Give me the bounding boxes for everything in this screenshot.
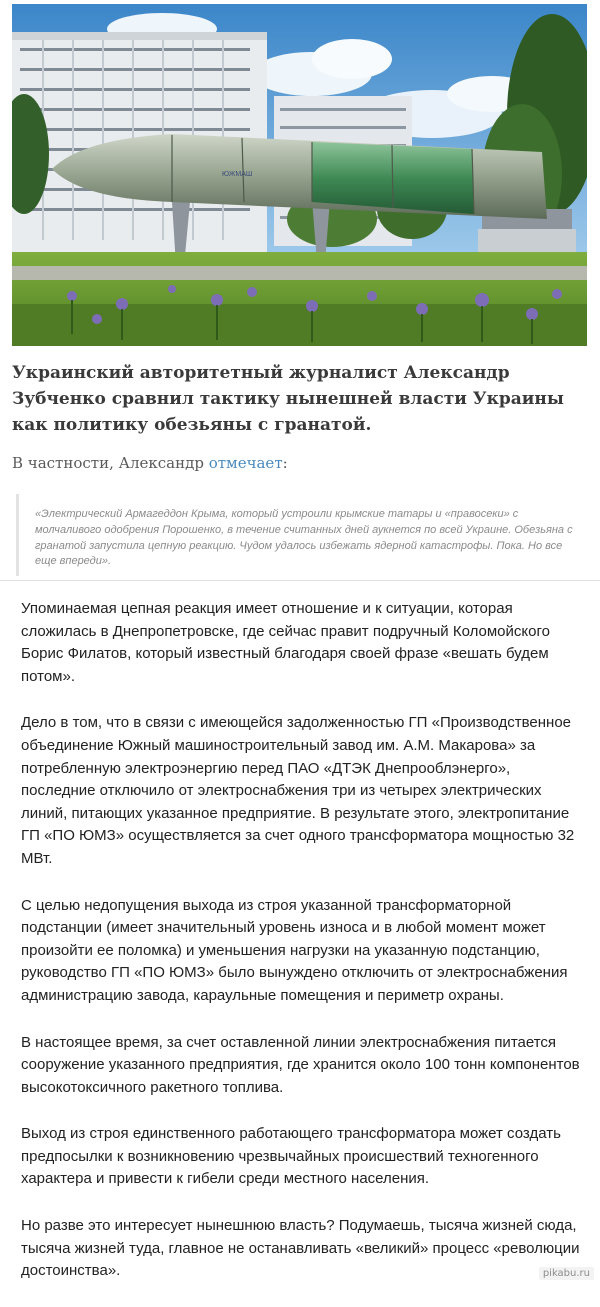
paragraph-5: Выход из строя единственного работающего трансформатора может создать предпосылки к возникновению чрезвычайных происшествий техногенного характера и привести к гибели среди местного населения. [21, 1125, 561, 1188]
quote-text: «Электрический Армагеддон Крыма, который устроили крымские татары и «правосеки» с молчаливого одобрения Порошенко, в течение считанных дней аукнется по всей Украине. Обезьяна с гранатой запустила цепную реакцию. Чудом удалось избежать ядерной катастрофы. Пока. Но все еще впереди». [35, 508, 573, 568]
svg-text:ЮЖМАШ: ЮЖМАШ [222, 171, 253, 178]
article-headline: Украинский авторитетный журналист Александр Зубченко сравнил тактику нынешней власти Украины как политику обезьяны с гранатой. [12, 363, 564, 435]
paragraph-6: Но разве это интересует нынешнюю власть? Подумаешь, тысяча жизней сюда, тысяча жизней туда, главное не останавливать «великий» процесс «революции достоинства». [21, 1217, 580, 1280]
article-body [21, 598, 584, 1307]
section-divider [0, 580, 600, 581]
paragraph-3: С целью недопущения выхода из строя указанной трансформаторной подстанции (имеет значительный уровень износа и в любой момент может произойти ее поломка) и уменьшения нагрузки на указанную подстанцию, руководство ГП «ПО ЮМЗ» было вынуждено отключить от электроснабжения администрацию завода, караульные помещения и периметр охраны. [21, 896, 568, 1004]
article-intro [12, 452, 587, 474]
paragraph-4: В настоящее время, за счет оставленной линии электроснабжения питается сооружение указанного предприятия, где хранится около 100 тонн компонентов высокотоксичного ракетного топлива. [21, 1033, 580, 1096]
paragraph-2: Дело в том, что в связи с имеющейся задолженностью ГП «Производственное объединение Южный машиностроительный завод им. А.М. Макарова» за потребленную электроэнергию перед ПАО «ДТЭК Днепрооблэнерго», последние отключило от электроснабжения три из четырех электрических линий, питающих указанное предприятие. В результате этого, электропитание ГП «ПО ЮМЗ» осуществляется за счет одного трансформатора мощностью 32 МВт. [21, 714, 575, 867]
intro-prefix: В частности, Александр [12, 454, 209, 472]
watermark: pikabu.ru [539, 1267, 594, 1280]
blockquote [16, 494, 585, 576]
scanned-article-block [0, 0, 600, 580]
missile-monument-photo [12, 4, 587, 346]
intro-link[interactable]: отмечает [208, 454, 283, 472]
paragraph-1: Упоминаемая цепная реакция имеет отношение и к ситуации, которая сложилась в Днепропетровске, где сейчас правит подручный Коломойского Борис Филатов, который известный благодаря своей фразе «вешать будем потом». [21, 600, 550, 685]
intro-suffix: : [282, 454, 288, 472]
